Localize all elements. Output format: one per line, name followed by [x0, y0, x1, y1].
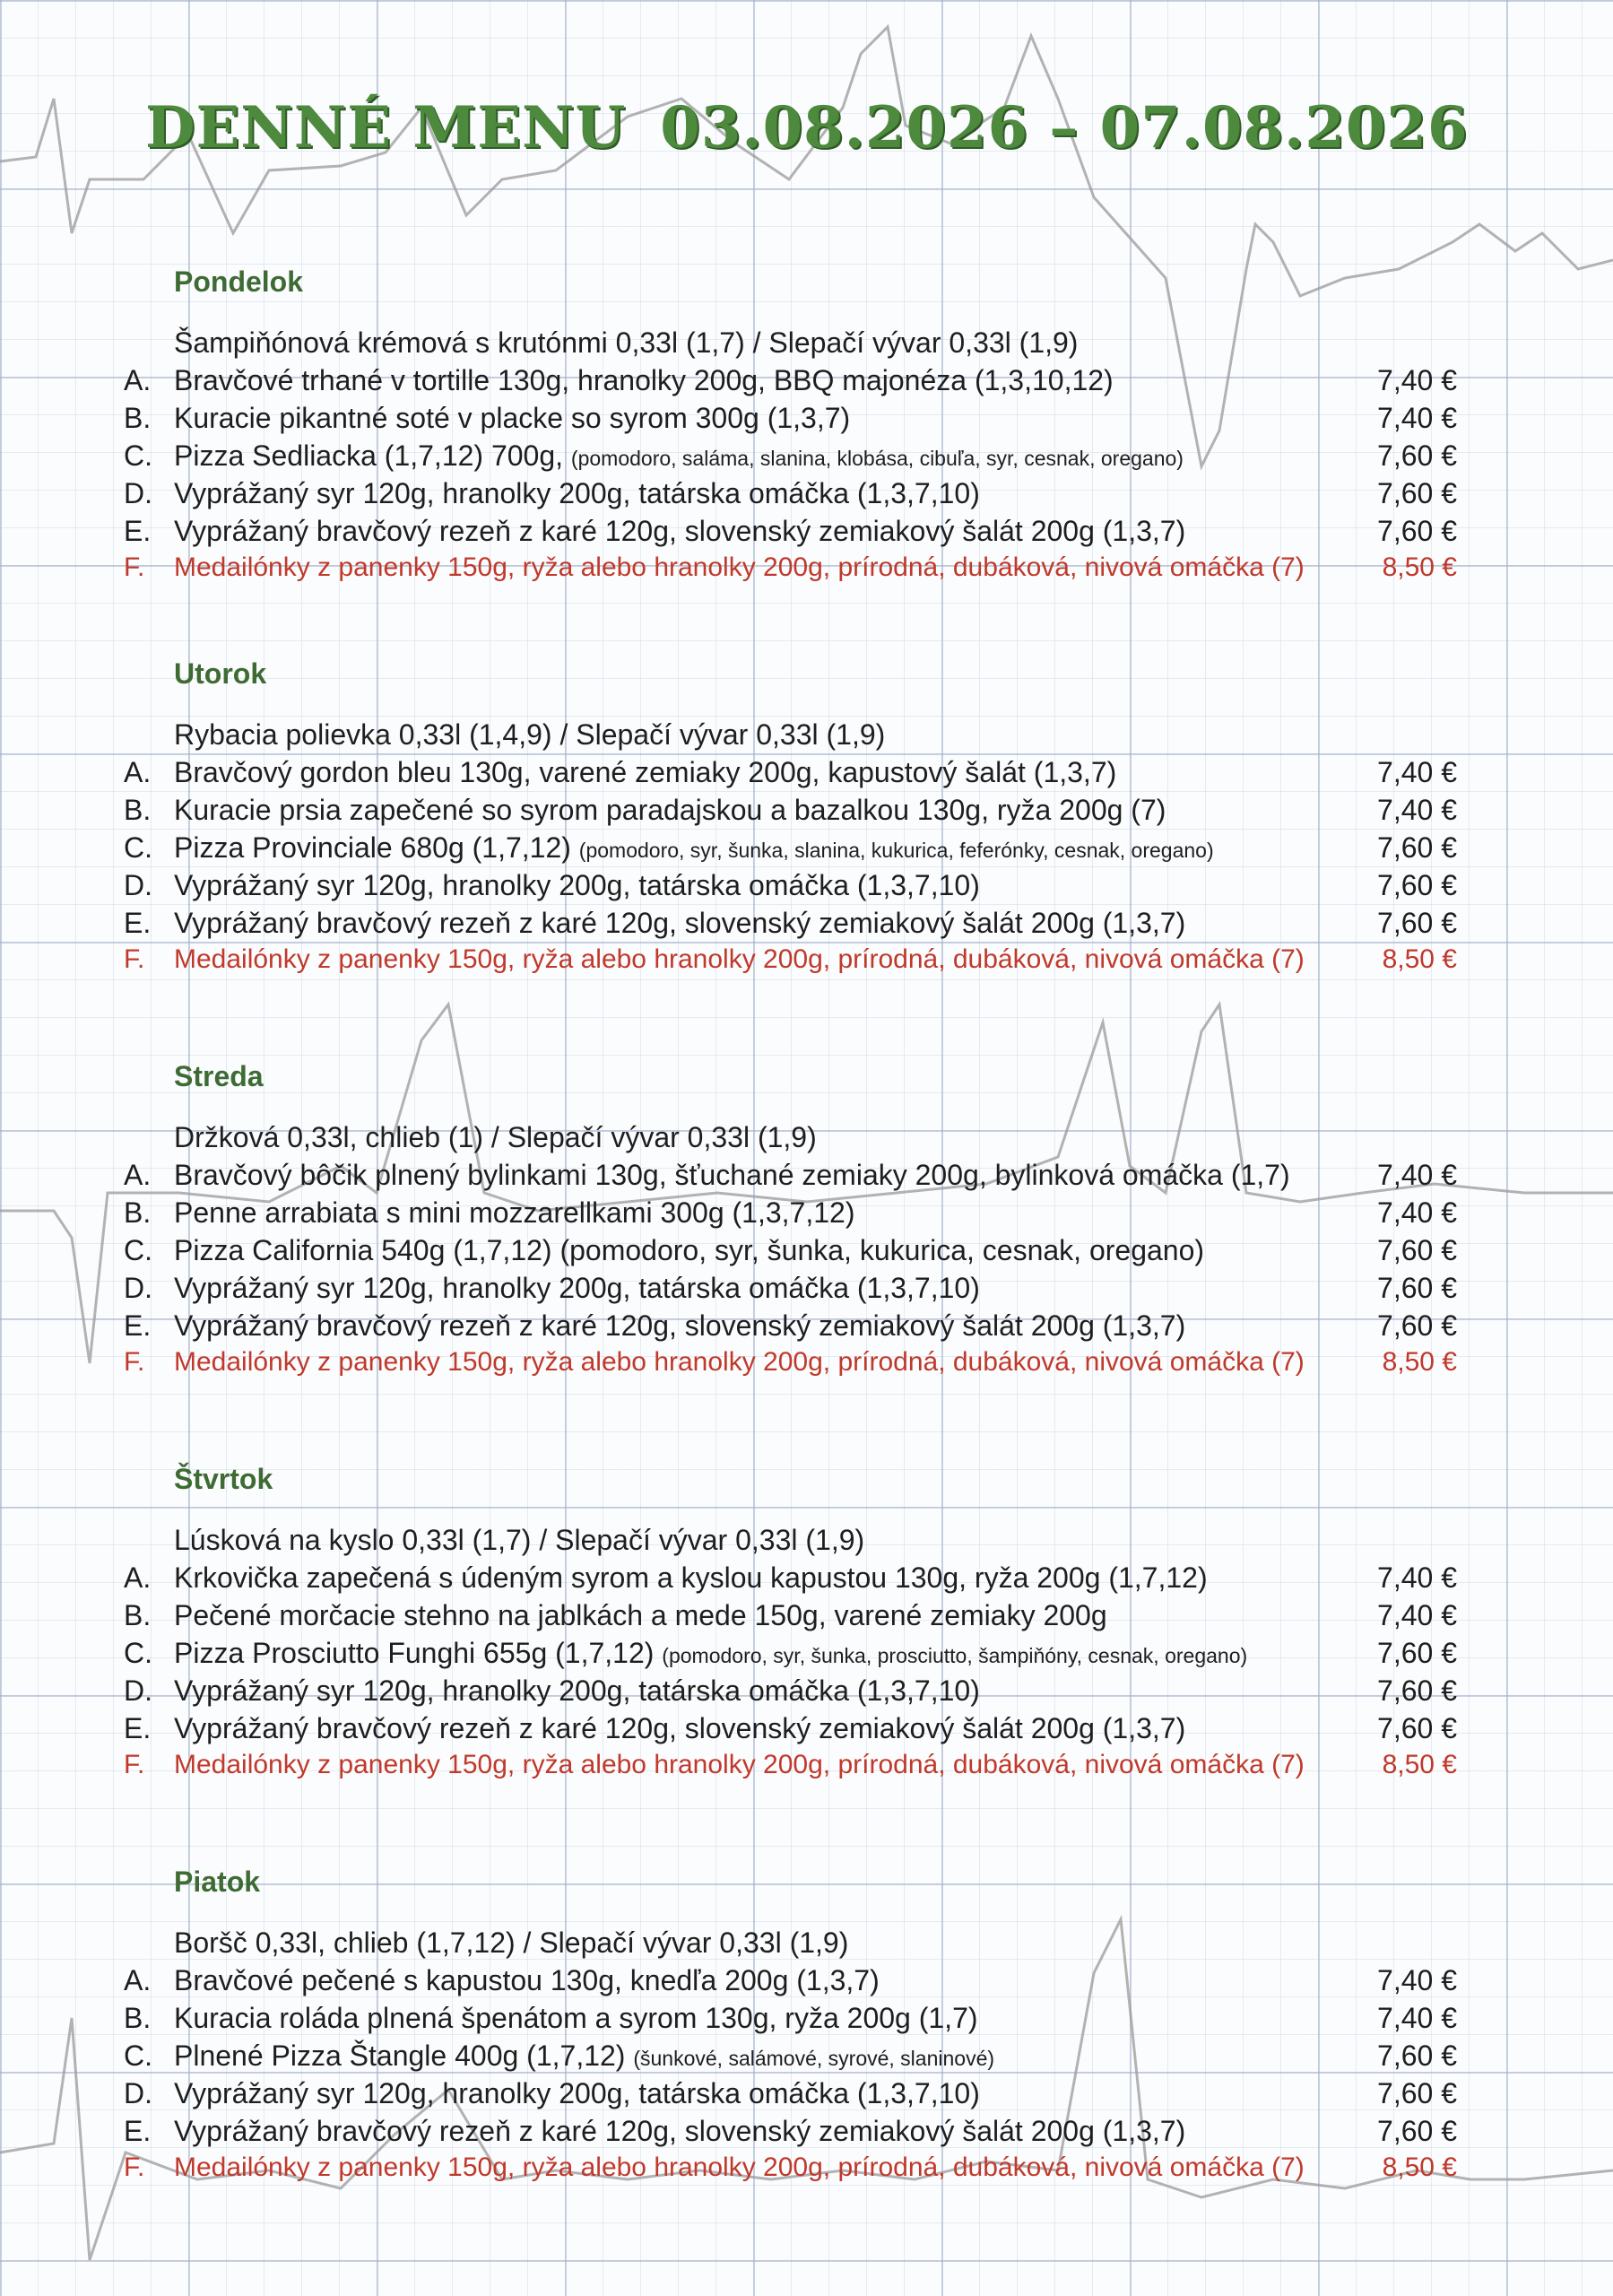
menu-item-letter: D. — [124, 2077, 152, 2109]
menu-item-dish-text: Vyprážaný syr 120g, hranolky 200g, tatárska omáčka (1,3,7,10) — [174, 1674, 980, 1707]
menu-item-letter: A. — [124, 1159, 152, 1191]
menu-item-price: 7,40 € — [1377, 794, 1457, 826]
menu-item-row — [0, 1347, 1613, 1385]
menu-item-row — [0, 794, 1613, 831]
menu-item-dish-text: Pizza California 540g (1,7,12) (pomodoro, syr, šunka, kukurica, cesnak, oregano) — [174, 1234, 1205, 1266]
menu-item-letter: F. — [124, 944, 145, 974]
menu-item-dish-text: Pizza Provinciale 680g (1,7,12) — [174, 831, 579, 864]
menu-item-letter: F. — [124, 2152, 145, 2182]
soup-line: Rybacia polievka 0,33l (1,4,9) / Slepačí vývar 0,33l (1,9) — [174, 718, 886, 751]
menu-item-price: 8,50 € — [1382, 552, 1457, 582]
menu-item-row — [0, 477, 1613, 515]
menu-item-row — [0, 552, 1613, 590]
menu-title-dates: 03.08.2026 – 07.08.2026 — [660, 94, 1469, 161]
day-name: Piatok — [174, 1866, 261, 1898]
menu-item-letter: C. — [124, 439, 152, 472]
soup-line: Boršč 0,33l, chlieb (1,7,12) / Slepačí vývar 0,33l (1,9) — [174, 1926, 849, 1959]
day-name: Pondelok — [174, 265, 304, 298]
menu-item-letter: C. — [124, 831, 152, 864]
menu-item-letter: D. — [124, 869, 152, 901]
menu-item-price: 7,40 € — [1377, 1196, 1457, 1229]
menu-item-letter: D. — [124, 1674, 152, 1707]
menu-item-row — [0, 2152, 1613, 2190]
menu-item-dish — [174, 1637, 1247, 1670]
menu-item-dish-text: Medailónky z panenky 150g, ryža alebo hranolky 200g, prírodná, dubáková, nivová omáčka (7) — [174, 552, 1305, 582]
menu-item-price: 8,50 € — [1382, 1750, 1457, 1779]
menu-item-dish — [174, 439, 1184, 473]
menu-item-row — [0, 2002, 1613, 2039]
menu-item-price: 7,60 € — [1377, 831, 1457, 864]
menu-item-price: 8,50 € — [1382, 2152, 1457, 2182]
menu-item-dish-text: Krkovička zapečená s údeným syrom a kyslou kapustou 130g, ryža 200g (1,7,12) — [174, 1561, 1208, 1594]
menu-title-label: DENNÉ MENU — [145, 94, 627, 161]
menu-item-row — [0, 1964, 1613, 2002]
menu-item-letter: C. — [124, 2039, 152, 2072]
menu-item-dish — [174, 944, 1305, 975]
menu-item-letter: C. — [124, 1637, 152, 1669]
soup-line: Držková 0,33l, chlieb (1) / Slepačí vývar 0,33l (1,9) — [174, 1121, 817, 1153]
menu-item-row — [0, 756, 1613, 794]
menu-item-letter: E. — [124, 1712, 152, 1744]
menu-item-price: 7,60 € — [1377, 1712, 1457, 1744]
menu-item-dish — [174, 2152, 1305, 2183]
menu-item-price: 7,60 € — [1377, 1272, 1457, 1304]
menu-item-dish-text: Medailónky z panenky 150g, ryža alebo hranolky 200g, prírodná, dubáková, nivová omáčka (7) — [174, 2152, 1305, 2182]
menu-item-letter: E. — [124, 907, 152, 939]
menu-item-price: 7,60 € — [1377, 869, 1457, 901]
menu-item-dish-text: Medailónky z panenky 150g, ryža alebo hranolky 200g, prírodná, dubáková, nivová omáčka (7) — [174, 944, 1305, 974]
menu-item-ingredients: (pomodoro, syr, šunka, prosciutto, šampiňóny, cesnak, oregano) — [662, 1644, 1248, 1667]
menu-item-dish — [174, 2077, 980, 2110]
menu-item-dish — [174, 477, 980, 510]
menu-item-letter: B. — [124, 794, 152, 826]
menu-item-dish-text: Bravčový bôčik plnený bylinkami 130g, šťuchané zemiaky 200g, bylinková omáčka (1,7) — [174, 1159, 1290, 1191]
menu-title — [145, 94, 1502, 161]
menu-item-dish — [174, 1196, 854, 1230]
menu-item-dish-text: Bravčový gordon bleu 130g, varené zemiaky 200g, kapustový šalát (1,3,7) — [174, 756, 1117, 788]
menu-item-dish — [174, 1234, 1204, 1267]
menu-item-ingredients: (šunkové, salámové, syrové, slaninové) — [633, 2047, 995, 2070]
menu-item-letter: D. — [124, 477, 152, 509]
menu-item-letter: F. — [124, 1750, 145, 1779]
menu-item-dish — [174, 1674, 980, 1708]
menu-item-letter: A. — [124, 756, 152, 788]
menu-item-row — [0, 907, 1613, 944]
menu-item-dish-text: Bravčové pečené s kapustou 130g, knedľa 200g (1,3,7) — [174, 1964, 880, 1996]
menu-item-letter: F. — [124, 552, 145, 582]
menu-item-dish-text: Vyprážaný bravčový rezeň z karé 120g, slovenský zemiakový šalát 200g (1,3,7) — [174, 2115, 1186, 2147]
menu-item-price: 7,40 € — [1377, 402, 1457, 434]
day-name: Štvrtok — [174, 1463, 273, 1495]
menu-item-dish — [174, 1964, 880, 1997]
menu-item-row — [0, 2077, 1613, 2115]
menu-item-dish — [174, 552, 1305, 583]
menu-item-dish — [174, 2115, 1185, 2148]
menu-item-row — [0, 2039, 1613, 2077]
menu-item-dish-text: Vyprážaný syr 120g, hranolky 200g, tatárska omáčka (1,3,7,10) — [174, 869, 980, 901]
menu-item-row — [0, 869, 1613, 907]
menu-item-row — [0, 364, 1613, 402]
menu-item-dish — [174, 2002, 978, 2035]
menu-item-price: 7,40 € — [1377, 1561, 1457, 1594]
menu-item-row — [0, 1196, 1613, 1234]
menu-item-letter: B. — [124, 1599, 152, 1631]
menu-item-row — [0, 1637, 1613, 1674]
menu-item-letter: E. — [124, 2115, 152, 2147]
menu-item-dish-text: Medailónky z panenky 150g, ryža alebo hranolky 200g, prírodná, dubáková, nivová omáčka (7) — [174, 1750, 1305, 1779]
menu-item-letter: A. — [124, 1964, 152, 1996]
menu-item-row — [0, 2115, 1613, 2152]
menu-item-dish-text: Pizza Sedliacka (1,7,12) 700g, — [174, 439, 571, 472]
menu-item-dish-text: Vyprážaný syr 120g, hranolky 200g, tatárska omáčka (1,3,7,10) — [174, 2077, 980, 2109]
menu-item-row — [0, 1674, 1613, 1712]
menu-item-dish-text: Pečené morčacie stehno na jablkách a mede 150g, varené zemiaky 200g — [174, 1599, 1107, 1631]
menu-item-price: 7,60 € — [1377, 1637, 1457, 1669]
menu-item-dish-text: Vyprážaný bravčový rezeň z karé 120g, slovenský zemiakový šalát 200g (1,3,7) — [174, 1309, 1186, 1342]
menu-item-price: 7,60 € — [1377, 907, 1457, 939]
menu-item-price: 7,40 € — [1377, 2002, 1457, 2034]
menu-item-row — [0, 1234, 1613, 1272]
menu-item-price: 8,50 € — [1382, 1347, 1457, 1377]
menu-item-letter: F. — [124, 1347, 145, 1377]
menu-item-dish-text: Kuracia roláda plnená špenátom a syrom 130g, ryža 200g (1,7) — [174, 2002, 978, 2034]
menu-item-row — [0, 1159, 1613, 1196]
menu-item-letter: E. — [124, 515, 152, 547]
menu-item-letter: A. — [124, 1561, 152, 1594]
menu-item-dish-text: Plnené Pizza Štangle 400g (1,7,12) — [174, 2039, 634, 2072]
menu-item-row — [0, 1750, 1613, 1787]
menu-item-row — [0, 1272, 1613, 1309]
menu-item-dish — [174, 1159, 1290, 1192]
menu-item-letter: E. — [124, 1309, 152, 1342]
menu-item-dish-text: Vyprážaný syr 120g, hranolky 200g, tatárska omáčka (1,3,7,10) — [174, 477, 980, 509]
menu-item-dish-text: Kuracie pikantné soté v placke so syrom 300g (1,3,7) — [174, 402, 851, 434]
menu-item-row — [0, 439, 1613, 477]
menu-item-letter: A. — [124, 364, 152, 396]
menu-item-price: 7,60 € — [1377, 439, 1457, 472]
menu-item-letter: B. — [124, 402, 152, 434]
menu-item-dish — [174, 794, 1166, 827]
menu-item-price: 7,60 € — [1377, 2039, 1457, 2072]
menu-item-dish-text: Medailónky z panenky 150g, ryža alebo hranolky 200g, prírodná, dubáková, nivová omáčka (7) — [174, 1347, 1305, 1377]
menu-item-dish — [174, 1272, 980, 1305]
menu-item-ingredients: (pomodoro, saláma, slanina, klobása, cibuľa, syr, cesnak, oregano) — [570, 447, 1184, 470]
menu-item-price: 7,60 € — [1377, 1309, 1457, 1342]
menu-item-row — [0, 1712, 1613, 1750]
menu-item-dish-text: Vyprážaný bravčový rezeň z karé 120g, slovenský zemiakový šalát 200g (1,3,7) — [174, 515, 1186, 547]
menu-item-row — [0, 1599, 1613, 1637]
menu-item-dish-text: Pizza Prosciutto Funghi 655g (1,7,12) — [174, 1637, 663, 1669]
menu-item-price: 8,50 € — [1382, 944, 1457, 974]
menu-item-dish-text: Vyprážaný bravčový rezeň z karé 120g, slovenský zemiakový šalát 200g (1,3,7) — [174, 907, 1186, 939]
menu-item-ingredients: (pomodoro, syr, šunka, slanina, kukurica, feferónky, cesnak, oregano) — [578, 839, 1214, 862]
menu-item-row — [0, 944, 1613, 982]
menu-item-letter: B. — [124, 2002, 152, 2034]
menu-item-dish-text: Vyprážaný syr 120g, hranolky 200g, tatárska omáčka (1,3,7,10) — [174, 1272, 980, 1304]
menu-item-dish — [174, 515, 1185, 548]
menu-item-dish — [174, 402, 850, 435]
menu-item-price: 7,60 € — [1377, 2115, 1457, 2147]
day-name: Utorok — [174, 657, 267, 690]
menu-item-price: 7,40 € — [1377, 1964, 1457, 1996]
menu-item-letter: C. — [124, 1234, 152, 1266]
menu-item-dish — [174, 1599, 1107, 1632]
menu-item-dish — [174, 869, 980, 902]
soup-line: Lúsková na kyslo 0,33l (1,7) / Slepačí vývar 0,33l (1,9) — [174, 1524, 865, 1556]
menu-item-dish — [174, 1712, 1185, 1745]
menu-item-dish-text: Vyprážaný bravčový rezeň z karé 120g, slovenský zemiakový šalát 200g (1,3,7) — [174, 1712, 1186, 1744]
menu-item-row — [0, 831, 1613, 869]
menu-item-row — [0, 515, 1613, 552]
menu-item-row — [0, 1309, 1613, 1347]
menu-item-letter: D. — [124, 1272, 152, 1304]
menu-item-price: 7,60 € — [1377, 1674, 1457, 1707]
menu-item-price: 7,60 € — [1377, 2077, 1457, 2109]
menu-item-dish — [174, 831, 1214, 865]
soup-line: Šampiňónová krémová s krutónmi 0,33l (1,7) / Slepačí vývar 0,33l (1,9) — [174, 326, 1079, 359]
menu-item-dish — [174, 2039, 994, 2073]
menu-item-dish — [174, 1561, 1208, 1595]
menu-item-dish — [174, 1750, 1305, 1780]
menu-item-price: 7,40 € — [1377, 364, 1457, 396]
menu-item-row — [0, 402, 1613, 439]
menu-item-dish — [174, 364, 1114, 397]
menu-item-row — [0, 1561, 1613, 1599]
menu-item-price: 7,60 € — [1377, 477, 1457, 509]
menu-item-price: 7,40 € — [1377, 756, 1457, 788]
menu-item-dish-text: Kuracie prsia zapečené so syrom paradajskou a bazalkou 130g, ryža 200g (7) — [174, 794, 1166, 826]
menu-item-price: 7,60 € — [1377, 515, 1457, 547]
menu-item-price: 7,60 € — [1377, 1234, 1457, 1266]
menu-item-dish — [174, 907, 1185, 940]
menu-item-dish — [174, 756, 1116, 789]
menu-item-dish-text: Bravčové trhané v tortille 130g, hranolky 200g, BBQ majonéza (1,3,10,12) — [174, 364, 1114, 396]
menu-item-dish — [174, 1309, 1185, 1343]
menu-item-letter: B. — [124, 1196, 152, 1229]
menu-item-price: 7,40 € — [1377, 1599, 1457, 1631]
day-name: Streda — [174, 1060, 264, 1092]
menu-item-price: 7,40 € — [1377, 1159, 1457, 1191]
menu-item-dish — [174, 1347, 1305, 1378]
menu-item-dish-text: Penne arrabiata s mini mozzarellkami 300g (1,3,7,12) — [174, 1196, 855, 1229]
